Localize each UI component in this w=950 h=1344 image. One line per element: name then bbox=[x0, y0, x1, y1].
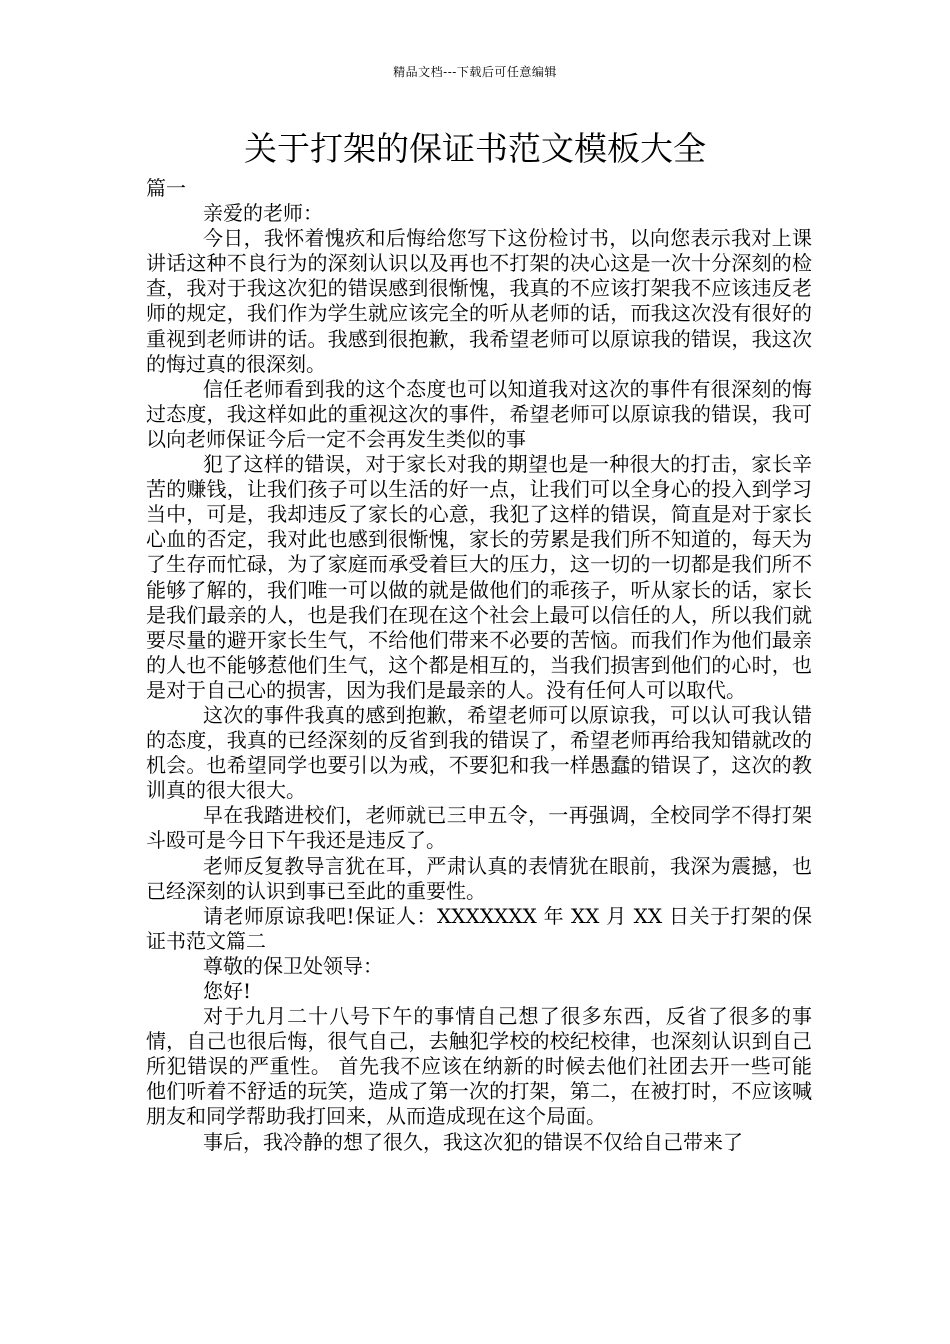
paragraph: 事后，我冷静的想了很久，我这次犯的错误不仅给自己带来了 bbox=[203, 1129, 743, 1154]
paragraph: 对于九月二十八号下午的事情自己想了很多东西，反省了很多的事情，自己也很后悔，很气自己，去触犯学校的校纪校律，也深刻认识到自己所犯错误的严重性。 首先我不应该在纳新的时候去他们社团去开一些可能他们听着不舒适的玩笑，造成了第一次的打架，第二，在被打时，不应该喊朋友和同学帮助我打回来，从而造成现在这个局面。 bbox=[146, 1004, 812, 1129]
paragraph: 早在我踏进校们，老师就已三申五令，一再强调，全校同学不得打架斗殴可是今日下午我还是违反了。 bbox=[146, 803, 812, 853]
paragraph: 信任老师看到我的这个态度也可以知道我对这次的事件有很深刻的悔过态度，我这样如此的重视这次的事件，希望老师可以原谅我的错误，我可以向老师保证今后一定不会再发生类似的事 bbox=[146, 376, 812, 451]
section-heading: 篇一 bbox=[146, 176, 186, 200]
salutation: 亲爱的老师： bbox=[203, 201, 323, 226]
document-title: 关于打架的保证书范文模板大全 bbox=[244, 129, 706, 168]
paragraph: 今日，我怀着愧疚和后悔给您写下这份检讨书，以向您表示我对上课讲话这种不良行为的深刻认识以及再也不打架的决心这是一次十分深刻的检查，我对于我这次犯的错误感到很惭愧，我真的不应该打架我不应该违反老师的规定，我们作为学生就应该完全的听从老师的话，而我这次没有很好的重视到老师讲的话。我感到很抱歉，我希望老师可以原谅我的错误，我这次的悔过真的很深刻。 bbox=[146, 226, 812, 376]
paragraph: 这次的事件我真的感到抱歉，希望老师可以原谅我，可以认可我认错的态度，我真的已经深刻的反省到我的错误了，希望老师再给我知错就改的机会。也希望同学也要引以为戒，不要犯和我一样愚蠢的错误了，这次的教训真的很大很大。 bbox=[146, 702, 812, 803]
document-header-note: 精品文档---下载后可任意编辑 bbox=[393, 65, 557, 79]
paragraph: 犯了这样的错误，对于家长对我的期望也是一种很大的打击，家长辛苦的赚钱，让我们孩子可以生活的好一点，让我们可以全身心的投入到学习当中，可是，我却违反了家长的心意，我犯了这样的错误，简直是对于家长心血的否定，我对此也感到很惭愧，家长的劳累是我们所不知道的，每天为了生存而忙碌，为了家庭而承受着巨大的压力，这一切的一切都是我们所不能够了解的，我们唯一可以做的就是做他们的乖孩子，听从家长的话，家长是我们最亲的人，也是我们在现在这个社会上最可以信任的人，所以我们就要尽量的避开家长生气，不给他们带来不必要的苦恼。而我们作为他们最亲的人也不能够惹他们生气，这个都是相互的，当我们损害到他们的心时，也是对于自己心的损害，因为我们是最亲的人。没有任何人可以取代。 bbox=[146, 452, 812, 702]
signature-paragraph: 请老师原谅我吧!保证人：XXXXXXX 年 XX 月 XX 日关于打架的保证书范文篇二 bbox=[146, 903, 812, 953]
salutation: 尊敬的保卫处领导： bbox=[203, 953, 383, 978]
greeting: 您好! bbox=[203, 979, 252, 1003]
paragraph: 老师反复教导言犹在耳，严肃认真的表情犹在眼前，我深为震撼，也已经深刻的认识到事已至此的重要性。 bbox=[146, 853, 812, 903]
document-body bbox=[146, 176, 812, 1155]
